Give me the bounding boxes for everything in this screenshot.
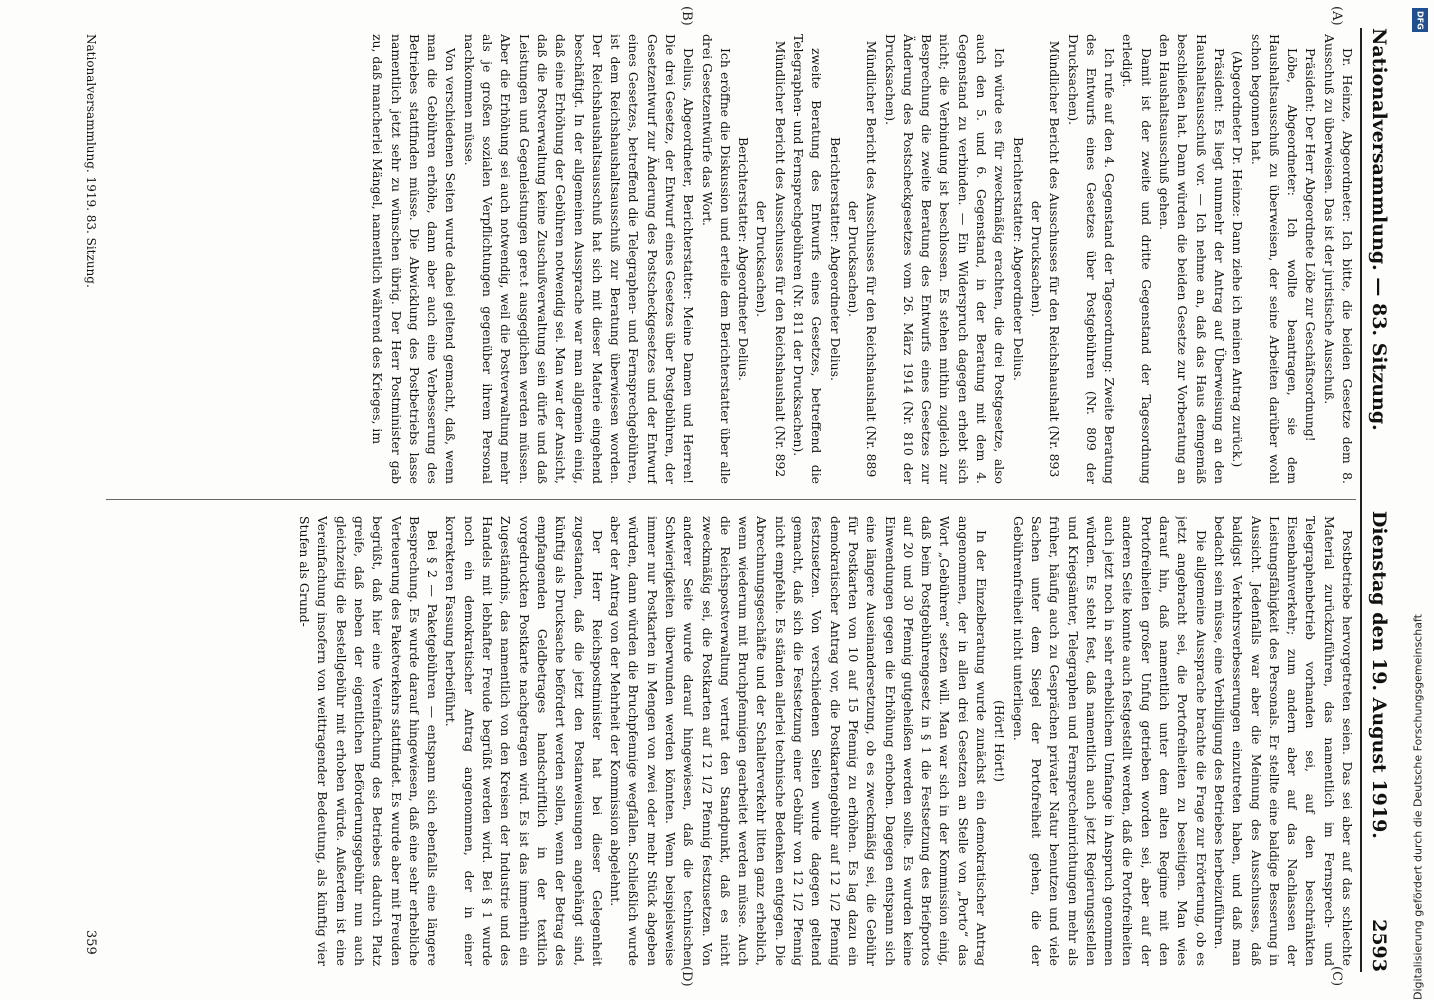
- page-header: [1360, 28, 1412, 972]
- paragraph: Berichterstatter: Abgeordneter Delius.: [736, 137, 752, 381]
- right-text-column: [106, 516, 1356, 966]
- paragraph: (Abgeordneter Dr. Heinze: Dann ziehe ich meinen Antrag zurück.): [1230, 50, 1246, 468]
- left-text-column: [106, 34, 1356, 484]
- paragraph: Präsident: Es liegt nunmehr der Antrag auf Überweisung an den Haushaltsausschuß vor. — Ich nehme an, daß das Haus demgemäß beschließen hat. Dann würden die beiden Gesetze zur Vorberatung an den Haushaltsausschuß gehen.: [1157, 34, 1227, 484]
- paragraph: Delius, Abgeordneter, Berichterstatter: Meine Damen und Herren! Die drei Gesetze, der Entwurf eines Gesetzes über Postgebühren, der Gesetzentwurf zur Änderung des Postscheckgesetzes und der Entwurf eines Gesetzes, betreffend die Telegraphen- und Fernsprechgebühren, ist dem Reichshaushaltsausschuß zur Beratung überwiesen worden. Der Reichshaushaltsausschuß hat sich mit dieser Materie eingehend beschäftigt. In der allgemeinen Aussprache war man allgemein einig, daß eine Erhöhung der Gebühren notwendig sei. Man war der Ansicht, daß die Postverwaltung keine Zuschußverwaltung sein dürfe und daß Leistungen und Gegenleistungen gere.t ausgeglichen werden müssen. Aber die Erhöhung sei auch notwendig, weil die Postverwaltung mehr als je großen sozialen Verpflichtungen gegenüber ihrem Personal nachkommen müsse.: [461, 34, 697, 484]
- paragraph: Präsident: Der Herr Abgeordnete Löbe zur Geschäftsordnung!: [1303, 48, 1319, 442]
- paragraph: Damit ist der zweite und dritte Gegenstand der Tagesordnung erledigt.: [1120, 34, 1154, 484]
- paragraph: zweite Beratung des Entwurfs eines Gesetzes, betreffend die Telegraphen- und Fernsprechgebühren (Nr. 811 der Drucksachen).: [791, 34, 825, 484]
- margin-mark-b: (B): [679, 6, 694, 26]
- paragraph: Ich eröffne die Diskussion und erteile dem Berichterstatter über alle drei Gesetzentwürfe das Wort.: [699, 34, 733, 484]
- page-number: 2593: [1368, 919, 1390, 972]
- paragraph: Berichterstatter: Abgeordneter Delius.: [827, 137, 843, 381]
- column-divider: [106, 499, 1356, 500]
- paragraph: Mündlicher Bericht des Ausschusses für den Reichshaushalt (Nr. 893 der Drucksachen).: [1028, 40, 1063, 478]
- paragraph: In der Einzelberatung wurde zunächst ein demokratischer Antrag angenommen, der in allen drei Gesetzen an Stelle von „Porto“ das Wort „Gebühren“ setzen will. Man war sich in der Kommission einig, daß beim Postgebührengesetz in § 1 die Festsetzung des Briefportos auf 20 und 30 Pfennig gutgeheißen werden sollte. Es wurden keine Einwendungen gegen die Erhöhung erhoben. Dagegen entspann sich eine längere Auseinandersetzung, ob es zweckmäßig sei, die Gebühr für Postkarten von 10 auf 15 Pfennig zu erhöhen. Es lag dazu ein demokratischer Antrag vor, die Postkartengebühr auf 12 1/2 Pfennig festzusetzen. Von verschiedenen Seiten wurde dagegen geltend gemacht, daß sich die Festsetzung einer Gebühr von 12 1/2 Pfennig nicht empfehle. Es ständen allerlei technische Bedenken entgegen. Die Abrechnungsgeschäfte und der Schalterverkehr litten ganz erheblich, wenn wiederum mit Bruchpfennigen gearbeitet werden müsse. Auch die Reichspostverwaltung vertrat den Standpunkt, daß es nicht zweckmäßig sei, die Postkarten auf 12 1/2 Pfennig festzusetzen. Von anderer Seite wurde darauf hingewiesen, daß die technischen Schwierigkeiten überwunden werden könnten. Wenn beispielsweise immer nur Postkarten in Mengen von zwei oder mehr Stück abgeben würden, dann würden die Bruchpfennige wegfallen. Schließlich wurde aber der Antrag von der Mehrheit der Kommission abgelehnt.: [608, 516, 990, 966]
- paragraph: Mündlicher Bericht des Ausschusses für den Reichshaushalt (Nr. 889 der Drucksachen).: [845, 40, 880, 478]
- paragraph: Bei § 2 — Paketgebühren — entspann sich ebenfalls eine längere Besprechung. Es wurde darauf hingewiesen, daß eine sehr erhebliche Verteuerung des Paketverkehrs stattfindet. Es wurde aber mit Freuden begrüßt, daß hier eine Vereinfachung des Betriebes dadurch Platz greife, daß neben der eigentlichen Beförderungsgebühr nun auch gleichzeitig die Bestellgebühr mit erhoben würde. Außerdem ist eine Vereinfachung insofern von weittragender Bedeutung, als künftig vier Stufen als Grund-: [297, 516, 441, 966]
- paragraph: Der Herr Reichspostminister hat bei dieser Gelegenheit zugestanden, daß die jetzt den Postanweisungen angehängt sind, künftig als Drucksache befördert werden sollen, wenn der Betrag des empfangenden Geldbetrages handschriftlich in der textlich vorgedruckten Postkarte nachgetragen wird. Es ist das immerhin ein Zugeständnis, das namentlich von den Kreisen der Industrie und des Handels mit lebhafter Freude begrüßt werden wird. Bei § 1 wurde noch ein demokratischer Antrag angenommen, der in einer korrekteren Fassung herbeiführt.: [443, 516, 605, 966]
- paragraph: Ich würde es für zweckmäßig erachten, die drei Postgesetze, also auch den 5. und 6. Gegenstand, in der Beratung mit dem 4. Gegenstand zu verbinden. — Ein Widerspruch dagegen erhebt sich nicht; die Verbindung ist beschlossen. Es stehen mithin zugleich zur Besprechung die zweite Beratung des Entwurfs eines Gesetzes zur Änderung des Postscheckgesetzes vom 26. März 1914 (Nr. 810 der Drucksachen).: [882, 34, 1008, 484]
- dfg-logo: DFG: [1412, 8, 1428, 32]
- margin-mark-a: (A): [1329, 6, 1344, 26]
- paragraph: (Hört! Hört!): [992, 700, 1008, 782]
- footer-right: 359: [83, 930, 98, 955]
- paragraph: Ich rufe auf den 4. Gegenstand der Tagesordnung: Zweite Beratung des Entwurfs eines Gesetzes über Postgebühren (Nr. 809 der Drucksachen).: [1065, 34, 1118, 484]
- margin-mark-d: (D): [679, 966, 694, 987]
- footer-left: Nationalversammlung. 1919. 83. Sitzung.: [84, 34, 98, 288]
- margin-mark-c: (C): [1329, 966, 1344, 987]
- paragraph: Von verschiedenen Seiten wurde dabei geltend gemacht, daß, wenn man die Gebühren erhöhe, dann aber auch eine Verbesserung des Betriebes stattfinden müsse. Die Abwicklung des Postbetriebs lasse namentlich jetzt sehr zu wünschen übrig. Der Herr Postminister gab zu, daß mancherlei Mängel, namentlich während des Krieges, im: [370, 34, 459, 484]
- paragraph: Dr. Heinze, Abgeordneter: Ich bitte, die beiden Gesetze dem 8. Ausschuß zu überweisen. Das ist der juristische Ausschuß.: [1321, 34, 1355, 484]
- header-left: Nationalversammlung. — 83. Sitzung.: [1368, 28, 1390, 431]
- paragraph: Postbetriebe hervorgetreten seien. Das sei aber auf das schlechte Material zurückzuführen, das namentlich im Fernsprech- und Telegraphenbetrieb vorhanden sei, auf den beschränkten Eisenbahnverkehr; zum andern aber auf das Nachlassen der Leistungsfähigkeit des Personals. Er stellte eine baldige Besserung in Aussicht. Jedenfalls war aber die Meinung des Ausschusses, daß baldigst Verkehrsverbesserungen einzutreten haben, und daß man bedacht sein müsse, eine Verbilligung des Betriebes herbeizuführen.: [1211, 516, 1355, 966]
- paragraph: Die allgemeine Aussprache brachte die Frage zur Erörterung, ob es jetzt angebracht sei, die Portofreiheiten zu beseitigen. Man wies darauf hin, daß namentlich unter dem alten Regime mit den Portofreiheiten großer Unfug getrieben worden sei, aber auf der anderen Seite konnte auch festgestellt werden, daß die Portofreiheiten auch jetzt noch in sehr erheblichem Umfange in Anspruch genommen würden. Es steht fest, daß namentlich auch jetzt Regierungsstellen und Kriegsämter, Telegraphen und Fernsprecheinrichtungen mehr als früher, häufig auch zu Gesprächen privater Natur benutzen und viele Sachen unter dem Siegel der Portofreiheit gehen, die der Gebührenfreiheit nicht unterliegen.: [1010, 516, 1209, 966]
- paragraph: Berichterstatter: Abgeordneter Delius.: [1010, 137, 1026, 381]
- paragraph: Mündlicher Bericht des Ausschusses für den Reichshaushalt (Nr. 892 der Drucksachen).: [754, 40, 788, 478]
- digitization-note: Digitalisierung gefördert durch die Deutsche Forschungsgemeinschaft: [1411, 614, 1425, 1000]
- header-center: Dienstag den 19. August 1919.: [1368, 510, 1390, 839]
- paragraph: Löbe, Abgeordneter: Ich wollte beantragen, sie dem Haushaltsausschuß zu überweisen, der seine Arbeiten darüber wohl schon begonnen hat.: [1248, 34, 1301, 484]
